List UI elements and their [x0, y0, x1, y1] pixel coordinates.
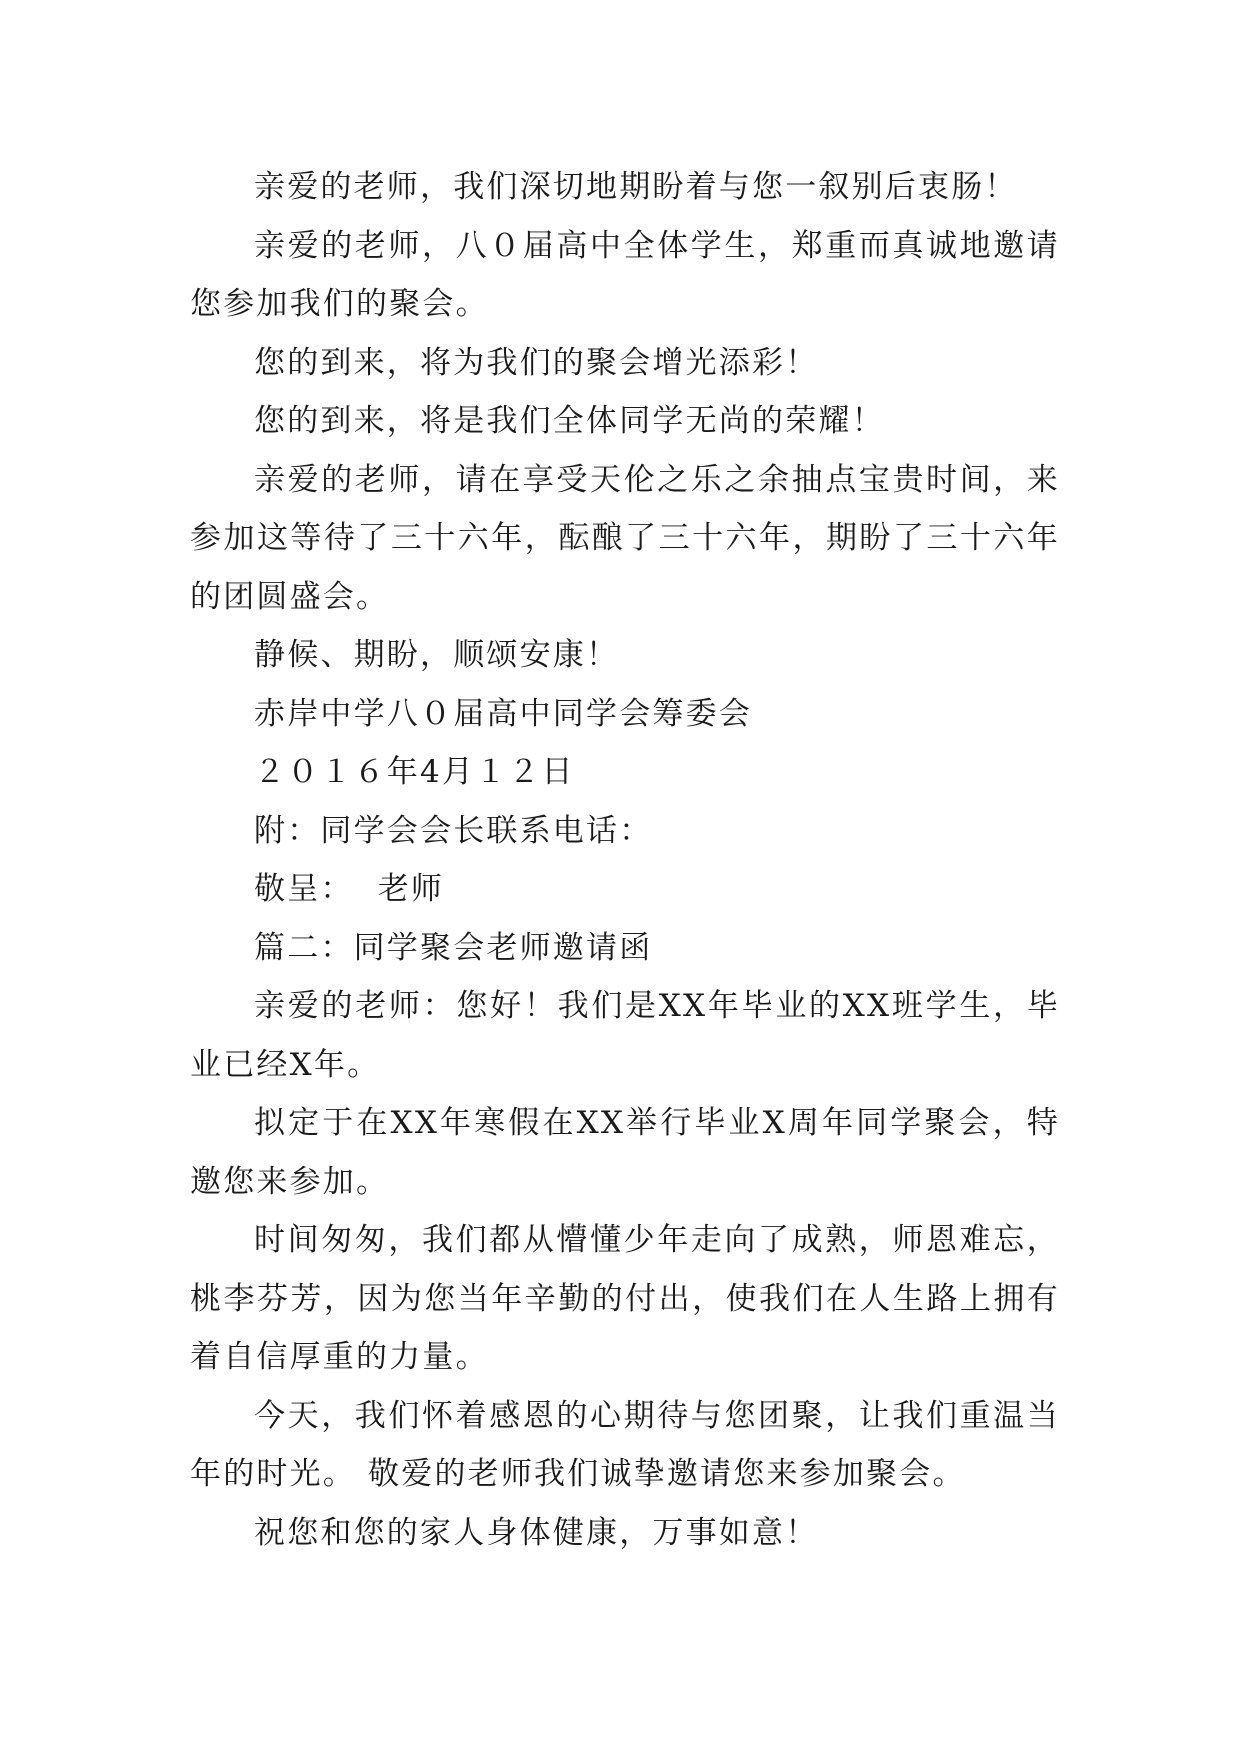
paragraph: 亲爱的老师，八０届高中全体学生，郑重而真诚地邀请您参加我们的聚会。	[190, 227, 1060, 322]
paragraph: 您的到来，将是我们全体同学无尚的荣耀！	[254, 403, 885, 439]
paragraph: 亲爱的老师，请在享受天伦之乐之余抽点宝贵时间，来参加这等待了三十六年，酝酿了三十六年，期盼了三十六年的团圆盛会。	[190, 461, 1060, 615]
contact-note: 附：同学会会长联系电话：	[254, 812, 653, 849]
section-heading: 篇二：同学聚会老师邀请函	[254, 929, 653, 966]
paragraph: 祝您和您的家人身体健康，万事如意！	[254, 1514, 819, 1551]
paragraph: 静候、期盼，顺颂安康！	[254, 637, 620, 673]
committee-signature: 赤岸中学八０届高中同学会筹委会	[254, 695, 752, 732]
paragraph: 拟定于在XX年寒假在XX举行毕业X周年同学聚会，特邀您来参加。	[190, 1105, 1060, 1200]
paragraph: 时间匆匆，我们都从懵懂少年走向了成熟，师恩难忘，桃李芬芳，因为您当年辛勤的付出，使我们在人生路上拥有着自信厚重的力量。	[190, 1222, 1060, 1375]
paragraph: 亲爱的老师：您好！我们是XX年毕业的XX班学生，毕业已经X年。	[190, 988, 1060, 1083]
letter-date: ２０１６年4月１２日	[254, 754, 575, 790]
paragraph: 亲爱的老师，我们深切地期盼着与您一叙别后衷肠！	[254, 169, 1018, 205]
paragraph: 今天，我们怀着感恩的心期待与您团聚，让我们重温当年的时光。 敬爱的老师我们诚挚邀请您来参加聚会。	[190, 1397, 1060, 1492]
recipient-line: 敬呈： 老师	[254, 871, 445, 907]
paragraph: 您的到来，将为我们的聚会增光添彩！	[254, 344, 819, 381]
document-body	[190, 158, 1060, 1562]
